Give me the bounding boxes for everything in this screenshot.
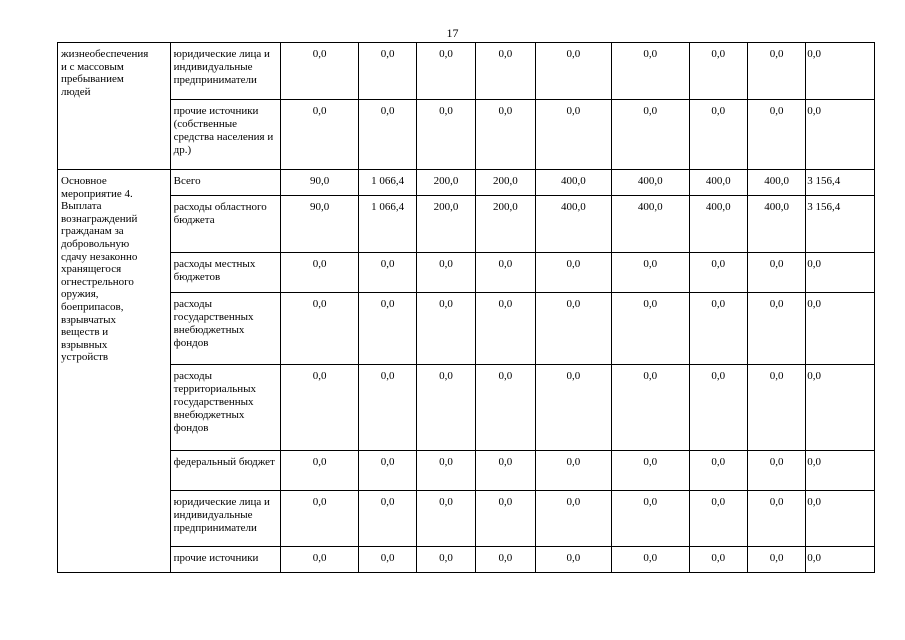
table-row	[58, 196, 875, 253]
value-cell: 0,0	[747, 100, 805, 170]
table-row	[58, 293, 875, 365]
main-event-label-line: хранящегося	[61, 263, 122, 276]
main-event-label-line: огнестрельного	[61, 275, 134, 288]
funding-source: прочие источники (собственные средства населения и др.)	[170, 100, 281, 170]
value-cell: 0,0	[358, 43, 416, 100]
value-cell: 0,0	[417, 365, 475, 451]
main-event-label-line: взрывных	[61, 338, 108, 351]
table-row	[58, 170, 875, 196]
table-row	[58, 43, 875, 100]
value-cell: 0,0	[417, 491, 475, 547]
value-cell: 200,0	[475, 170, 535, 196]
value-cell: 200,0	[417, 196, 475, 253]
total-cell: 0,0	[806, 253, 875, 293]
value-cell: 0,0	[475, 43, 535, 100]
main-event-label-line: пребыванием	[61, 73, 124, 86]
value-cell: 0,0	[358, 100, 416, 170]
value-cell: 0,0	[689, 451, 747, 491]
value-cell: 0,0	[611, 43, 689, 100]
value-cell: 0,0	[536, 293, 612, 365]
value-cell: 0,0	[281, 491, 359, 547]
value-cell: 0,0	[417, 293, 475, 365]
value-cell: 200,0	[417, 170, 475, 196]
value-cell: 0,0	[747, 491, 805, 547]
value-cell: 0,0	[475, 365, 535, 451]
total-cell: 0,0	[806, 43, 875, 100]
value-cell: 400,0	[611, 170, 689, 196]
value-cell: 0,0	[689, 293, 747, 365]
total-cell: 0,0	[806, 365, 875, 451]
value-cell: 400,0	[747, 170, 805, 196]
value-cell: 0,0	[611, 100, 689, 170]
value-cell: 0,0	[611, 365, 689, 451]
value-cell: 0,0	[689, 100, 747, 170]
value-cell: 0,0	[281, 43, 359, 100]
value-cell: 0,0	[475, 451, 535, 491]
funding-source: расходы государственных внебюджетных фондов	[170, 293, 281, 365]
table-row	[58, 491, 875, 547]
funding-source: Всего	[170, 170, 281, 196]
value-cell: 0,0	[475, 100, 535, 170]
value-cell: 0,0	[536, 491, 612, 547]
page-number: 17	[446, 26, 459, 40]
value-cell: 0,0	[417, 451, 475, 491]
main-event-label-line: людей	[61, 85, 91, 98]
value-cell: 0,0	[281, 451, 359, 491]
value-cell: 0,0	[417, 547, 475, 573]
funding-source: расходы местных бюджетов	[170, 253, 281, 293]
value-cell: 400,0	[536, 170, 612, 196]
value-cell: 90,0	[281, 170, 359, 196]
value-cell: 0,0	[475, 491, 535, 547]
funding-source: расходы областного бюджета	[170, 196, 281, 253]
value-cell: 0,0	[281, 253, 359, 293]
value-cell: 0,0	[475, 253, 535, 293]
table-row	[58, 253, 875, 293]
main-event-label-line: устройств	[61, 351, 109, 364]
main-event-label-line: гражданам за	[61, 225, 124, 238]
value-cell: 0,0	[747, 451, 805, 491]
main-event-label-line: веществ и	[61, 326, 109, 339]
total-cell: 3 156,4	[806, 196, 875, 253]
value-cell: 0,0	[536, 365, 612, 451]
total-cell: 3 156,4	[806, 170, 875, 196]
value-cell: 0,0	[747, 253, 805, 293]
value-cell: 400,0	[611, 196, 689, 253]
funding-table	[57, 42, 875, 573]
value-cell: 0,0	[689, 43, 747, 100]
value-cell: 0,0	[281, 293, 359, 365]
value-cell: 0,0	[611, 451, 689, 491]
value-cell: 0,0	[536, 451, 612, 491]
funding-source: федеральный бюджет	[170, 451, 281, 491]
main-event-label-line: сдачу незаконно	[61, 250, 138, 263]
total-cell: 0,0	[806, 451, 875, 491]
value-cell: 0,0	[536, 43, 612, 100]
value-cell: 0,0	[689, 365, 747, 451]
value-cell: 0,0	[358, 547, 416, 573]
main-event-label-line: Выплата	[61, 200, 102, 213]
value-cell: 0,0	[536, 547, 612, 573]
value-cell: 400,0	[536, 196, 612, 253]
main-event-label-line: Основное	[61, 175, 107, 187]
value-cell: 0,0	[689, 253, 747, 293]
table-row	[58, 100, 875, 170]
value-cell: 0,0	[358, 451, 416, 491]
value-cell: 0,0	[747, 547, 805, 573]
value-cell: 0,0	[689, 547, 747, 573]
value-cell: 0,0	[611, 547, 689, 573]
funding-source: юридические лица и индивидуальные предприниматели	[170, 43, 281, 100]
funding-source: прочие источники	[170, 547, 281, 573]
main-event-label-line: боеприпасов,	[61, 300, 124, 313]
value-cell: 0,0	[281, 365, 359, 451]
table-row	[58, 365, 875, 451]
value-cell: 90,0	[281, 196, 359, 253]
value-cell: 0,0	[417, 100, 475, 170]
value-cell: 1 066,4	[358, 196, 416, 253]
value-cell: 0,0	[747, 365, 805, 451]
value-cell: 0,0	[611, 253, 689, 293]
total-cell: 0,0	[806, 100, 875, 170]
value-cell: 200,0	[475, 196, 535, 253]
total-cell: 0,0	[806, 491, 875, 547]
main-event-label-line: и с массовым	[61, 60, 124, 73]
table-body	[58, 43, 875, 573]
value-cell: 0,0	[536, 253, 612, 293]
main-event-label-line: добровольную	[61, 237, 130, 250]
value-cell: 0,0	[475, 293, 535, 365]
main-event-label-line: взрывчатых	[61, 313, 117, 326]
value-cell: 400,0	[747, 196, 805, 253]
value-cell: 0,0	[747, 43, 805, 100]
main-event-label-line: оружия,	[61, 288, 99, 301]
value-cell: 0,0	[417, 253, 475, 293]
value-cell: 0,0	[358, 253, 416, 293]
main-event-cell	[58, 43, 171, 170]
value-cell: 400,0	[689, 196, 747, 253]
value-cell: 0,0	[358, 293, 416, 365]
value-cell: 0,0	[611, 293, 689, 365]
value-cell: 0,0	[358, 365, 416, 451]
value-cell: 0,0	[611, 491, 689, 547]
funding-source: юридические лица и индивидуальные предприниматели	[170, 491, 281, 547]
value-cell: 0,0	[689, 491, 747, 547]
funding-source: расходы территориальных государственных внебюджетных фондов	[170, 365, 281, 451]
total-cell: 0,0	[806, 293, 875, 365]
total-cell: 0,0	[806, 547, 875, 573]
main-event-label-line: жизнеобеспечения	[61, 48, 149, 60]
value-cell: 0,0	[417, 43, 475, 100]
value-cell: 0,0	[475, 547, 535, 573]
value-cell: 0,0	[536, 100, 612, 170]
value-cell: 0,0	[358, 491, 416, 547]
value-cell: 1 066,4	[358, 170, 416, 196]
value-cell: 0,0	[747, 293, 805, 365]
table-row	[58, 547, 875, 573]
main-event-label-line: мероприятие 4.	[61, 187, 133, 200]
main-event-cell	[58, 170, 171, 573]
table-row	[58, 451, 875, 491]
value-cell: 0,0	[281, 547, 359, 573]
value-cell: 400,0	[689, 170, 747, 196]
value-cell: 0,0	[281, 100, 359, 170]
main-event-label-line: вознаграждений	[61, 212, 138, 225]
